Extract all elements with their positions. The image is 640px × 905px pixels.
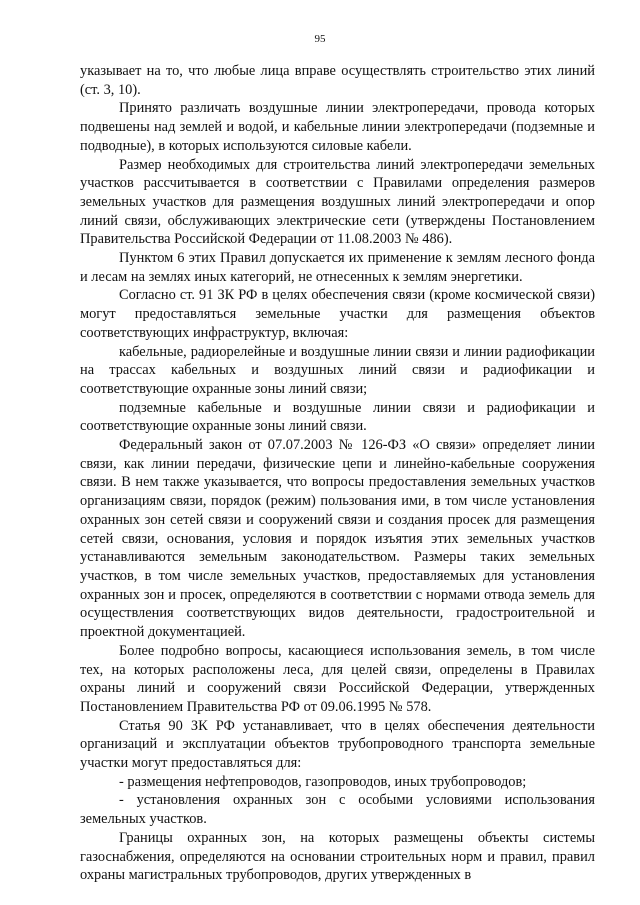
list-item-pipelines: - размещения нефтепроводов, газопроводов, иных трубопроводов; <box>119 773 527 790</box>
page-number: 95 <box>314 33 326 45</box>
paragraph-federal-law-126: Федеральный закон от 07.07.2003 № 126-ФЗ «О связи» определяет линии связи, как линии передачи, физические цепи и линейно-кабельные сооружения связи. В нем также указывается, что вопросы предоставления земельных участков организациям связи, порядок (режим) пользования ими, в том числе установления охранных зон сетей связи и сооружений связи и создания просек для размещения сетей связи, основания, условия и порядок изъятия этих земельных участков устанавливаются земельным законодательством. Размеры таких земельных участков, в том числе земельных участков, предоставляемых для установления охранных зон и просек, определяются в соответствии с нормами отвода земель для осуществления соответствующих видов деятельности, градостроительной и проектной документацией. <box>80 437 595 641</box>
page-body <box>80 62 595 885</box>
paragraph-underground-lines: подземные кабельные и воздушные линии связи и радиофикации и соответствующие охранные зоны линий связи. <box>80 399 595 435</box>
paragraph-article-90: Статья 90 ЗК РФ устанавливает, что в целях обеспечения деятельности организаций и эксплуатации объектов трубопроводного транспорта земельные участки могут предоставляться для: <box>80 717 595 772</box>
list-item-protection-zones: - установления охранных зон с особыми условиями использования земельных участков. <box>80 792 595 828</box>
paragraph-gas-protection-zones: Границы охранных зон, на которых размещены объекты системы газоснабжения, определяются на основании строительных норм и правил, правил охраны магистральных трубопроводов, других утвержденных в <box>80 829 595 884</box>
paragraph-article-91: Согласно ст. 91 ЗК РФ в целях обеспечения связи (кроме космической связи) могут предоставляться земельные участки для размещения объектов соответствующих инфраструктур, включая: <box>80 287 595 341</box>
paragraph-continuation: указывает на то, что любые лица вправе осуществлять строительство этих линий (ст. 3, 10). <box>80 63 595 98</box>
paragraph-cable-lines: кабельные, радиорелейные и воздушные линии связи и линии радиофикации на трассах кабельных и воздушных линий связи и радиофикации и соответствующие охранные зоны линий связи; <box>80 343 595 397</box>
paragraph-forest-fund: Пунктом 6 этих Правил допускается их применение к землям лесного фонда и лесам на землях иных категорий, не отнесенных к землям энергетики. <box>80 250 595 285</box>
paragraph-rules-578: Более подробно вопросы, касающиеся использования земель, в том числе тех, на которых расположены леса, для целей связи, определены в Правилах охраны линий и сооружений связи Российской Федерации, утвержденных Постановлением Правительства РФ от 09.06.1995 № 578. <box>80 642 595 715</box>
paragraph-power-lines-types: Принято различать воздушные линии электропередачи, провода которых подвешены над землей и водой, и кабельные линии электропередачи (подземные и подводные), в которых используются силовые кабели. <box>80 100 595 154</box>
paragraph-land-size-rules: Размер необходимых для строительства линий электропередачи земельных участков рассчитывается в соответствии с Правилами определения размеров земельных участков для размещения воздушных линий электропередачи и опор линий связи, обслуживающих электрические сети (утверждены Постановлением Правительства Российской Федерации от 11.08.2003 № 486). <box>80 156 595 248</box>
